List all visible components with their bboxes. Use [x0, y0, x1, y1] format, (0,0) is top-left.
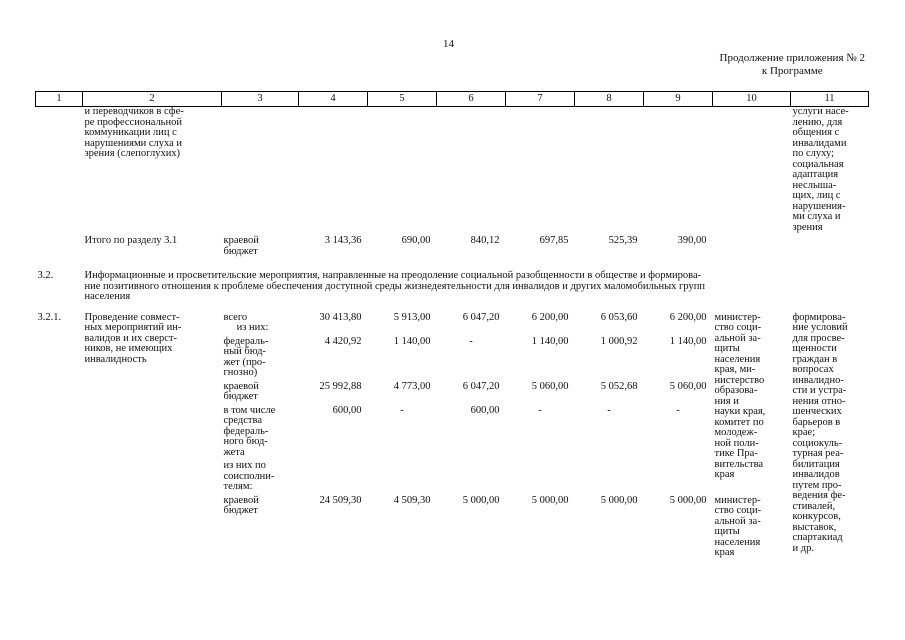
total-value-4: 3 143,36	[324, 235, 362, 246]
col-header-1: 1	[36, 92, 83, 107]
item-r1-v6: 6 047,20	[462, 311, 500, 323]
item-r1-v7: 6 200,00	[531, 311, 569, 323]
total-value-9: 390,00	[677, 235, 707, 246]
item-r1-v9: 6 200,00	[669, 311, 707, 323]
item-r6-v7: 5 000,00	[531, 494, 569, 506]
item-r4-v8: -	[607, 404, 611, 416]
item-r5-v4	[299, 458, 368, 493]
item-r3-v9: 5 060,00	[669, 380, 707, 392]
page-number: 14	[443, 38, 454, 50]
col-header-11: 11	[791, 92, 869, 107]
col-header-7: 7	[506, 92, 575, 107]
item-source-1: всего из них:	[223, 311, 269, 333]
item-r3-v8: 5 052,68	[600, 380, 638, 392]
item-source-2: федераль- ный бюд- жет (про- гнозно)	[223, 335, 269, 378]
item-r6-v4: 24 509,30	[319, 494, 362, 506]
section-title: Информационные и просветительские мероприятия, направленные на преодоление социальной разобщенности в обществе и формирова- ние позитивного отношения к проблеме обеспечения доступной среды жизнедеятельности для инвалидов и других маломобильных групп населения	[84, 270, 705, 302]
item-r2-v9: 1 140,00	[669, 335, 707, 347]
item-r2-v5: 1 140,00	[393, 335, 431, 347]
item-r6-v5: 4 509,30	[393, 494, 431, 506]
col-header-8: 8	[575, 92, 644, 107]
carryover-row	[36, 107, 869, 234]
item-r4-v6: 600,00	[470, 404, 500, 416]
item-r2-v7: 1 140,00	[531, 335, 569, 347]
item-r5-v6	[437, 458, 506, 493]
item-r5-v8	[575, 458, 644, 493]
item-row-total	[36, 313, 869, 334]
item-source-5: из них по соисполни- телям:	[223, 460, 275, 492]
carryover-name: и переводчиков в сфе- ре профессиональной коммуникации лиц с нарушениями слуха и зрения (слепоглухих)	[84, 106, 184, 159]
total-value-6: 840,12	[470, 235, 500, 246]
continuation-line-2: к Программе	[761, 65, 823, 77]
total-value-5: 690,00	[401, 235, 431, 246]
item-name: Проведение совмест- ных мероприятий ин- валидов и их сверст- ников, не имеющих инвалидность	[84, 311, 182, 365]
item-r3-v4: 25 992,88	[319, 380, 362, 392]
total-source: краевой бюджет	[223, 235, 259, 257]
item-source-3: краевой бюджет	[223, 380, 259, 402]
continuation-note	[720, 52, 865, 78]
continuation-line-1: Продолжение приложения № 2	[719, 52, 865, 64]
item-source-4: в том числе средства федераль- ного бюд- жета	[223, 404, 276, 458]
carryover-result: услуги насе- лению, для общения с инвалидами по слуху; социальная адаптация неслыша- щих, лиц с нарушения- ми слуха и зрения	[792, 106, 849, 233]
program-table	[35, 91, 869, 559]
item-executor-main: министер- ство соци- альной за- щиты населения края, ми- нистерство образова- ния и науки края, комитет по молодеж- ной поли- тике Пра- вительства края	[714, 311, 766, 480]
item-r5-v9	[644, 458, 713, 493]
total-label: Итого по разделу 3.1	[84, 235, 178, 246]
item-source-6: краевой бюджет	[223, 494, 259, 516]
item-r6-v6: 5 000,00	[462, 494, 500, 506]
item-r2-v6: -	[469, 335, 473, 347]
item-r3-v5: 4 773,00	[393, 380, 431, 392]
item-r6-v9: 5 000,00	[669, 494, 707, 506]
item-r4-v5: -	[400, 404, 404, 416]
total-value-7: 697,85	[539, 235, 569, 246]
header-row	[36, 92, 869, 107]
section-row	[36, 257, 869, 303]
col-header-9: 9	[644, 92, 713, 107]
item-r4-v7: -	[538, 404, 542, 416]
item-r5-v5	[368, 458, 437, 493]
col-header-10: 10	[713, 92, 791, 107]
col-header-2: 2	[83, 92, 222, 107]
item-executor-coexecutor: министер- ство соци- альной за- щиты населения края	[714, 494, 762, 558]
item-r3-v6: 6 047,20	[462, 380, 500, 392]
total-value-8: 525,39	[608, 235, 638, 246]
item-r4-v4: 600,00	[332, 404, 362, 416]
col-header-5: 5	[368, 92, 437, 107]
item-r2-v4: 4 420,92	[324, 335, 362, 347]
item-r2-v8: 1 000,92	[600, 335, 638, 347]
section-number: 3.2.	[37, 270, 54, 281]
item-result: формирова- ние условий для просве- щенности граждан в вопросах инвалидно- сти и устра- нения отно- шенческих барьеров в крае; социокуль- турная реа- билитация инвалидов путем про- ведения фе- стивалей, конкурсов, выставок, спартакиад и др.	[792, 311, 848, 554]
item-r1-v8: 6 053,60	[600, 311, 638, 323]
item-r4-v9: -	[676, 404, 680, 416]
col-header-3: 3	[222, 92, 299, 107]
col-header-4: 4	[299, 92, 368, 107]
item-r6-v8: 5 000,00	[600, 494, 638, 506]
item-r5-v7	[506, 458, 575, 493]
item-number: 3.2.1.	[37, 311, 62, 323]
item-r1-v4: 30 413,80	[319, 311, 362, 323]
item-r1-v5: 5 913,00	[393, 311, 431, 323]
total-row	[36, 233, 869, 257]
col-header-6: 6	[437, 92, 506, 107]
item-r3-v7: 5 060,00	[531, 380, 569, 392]
